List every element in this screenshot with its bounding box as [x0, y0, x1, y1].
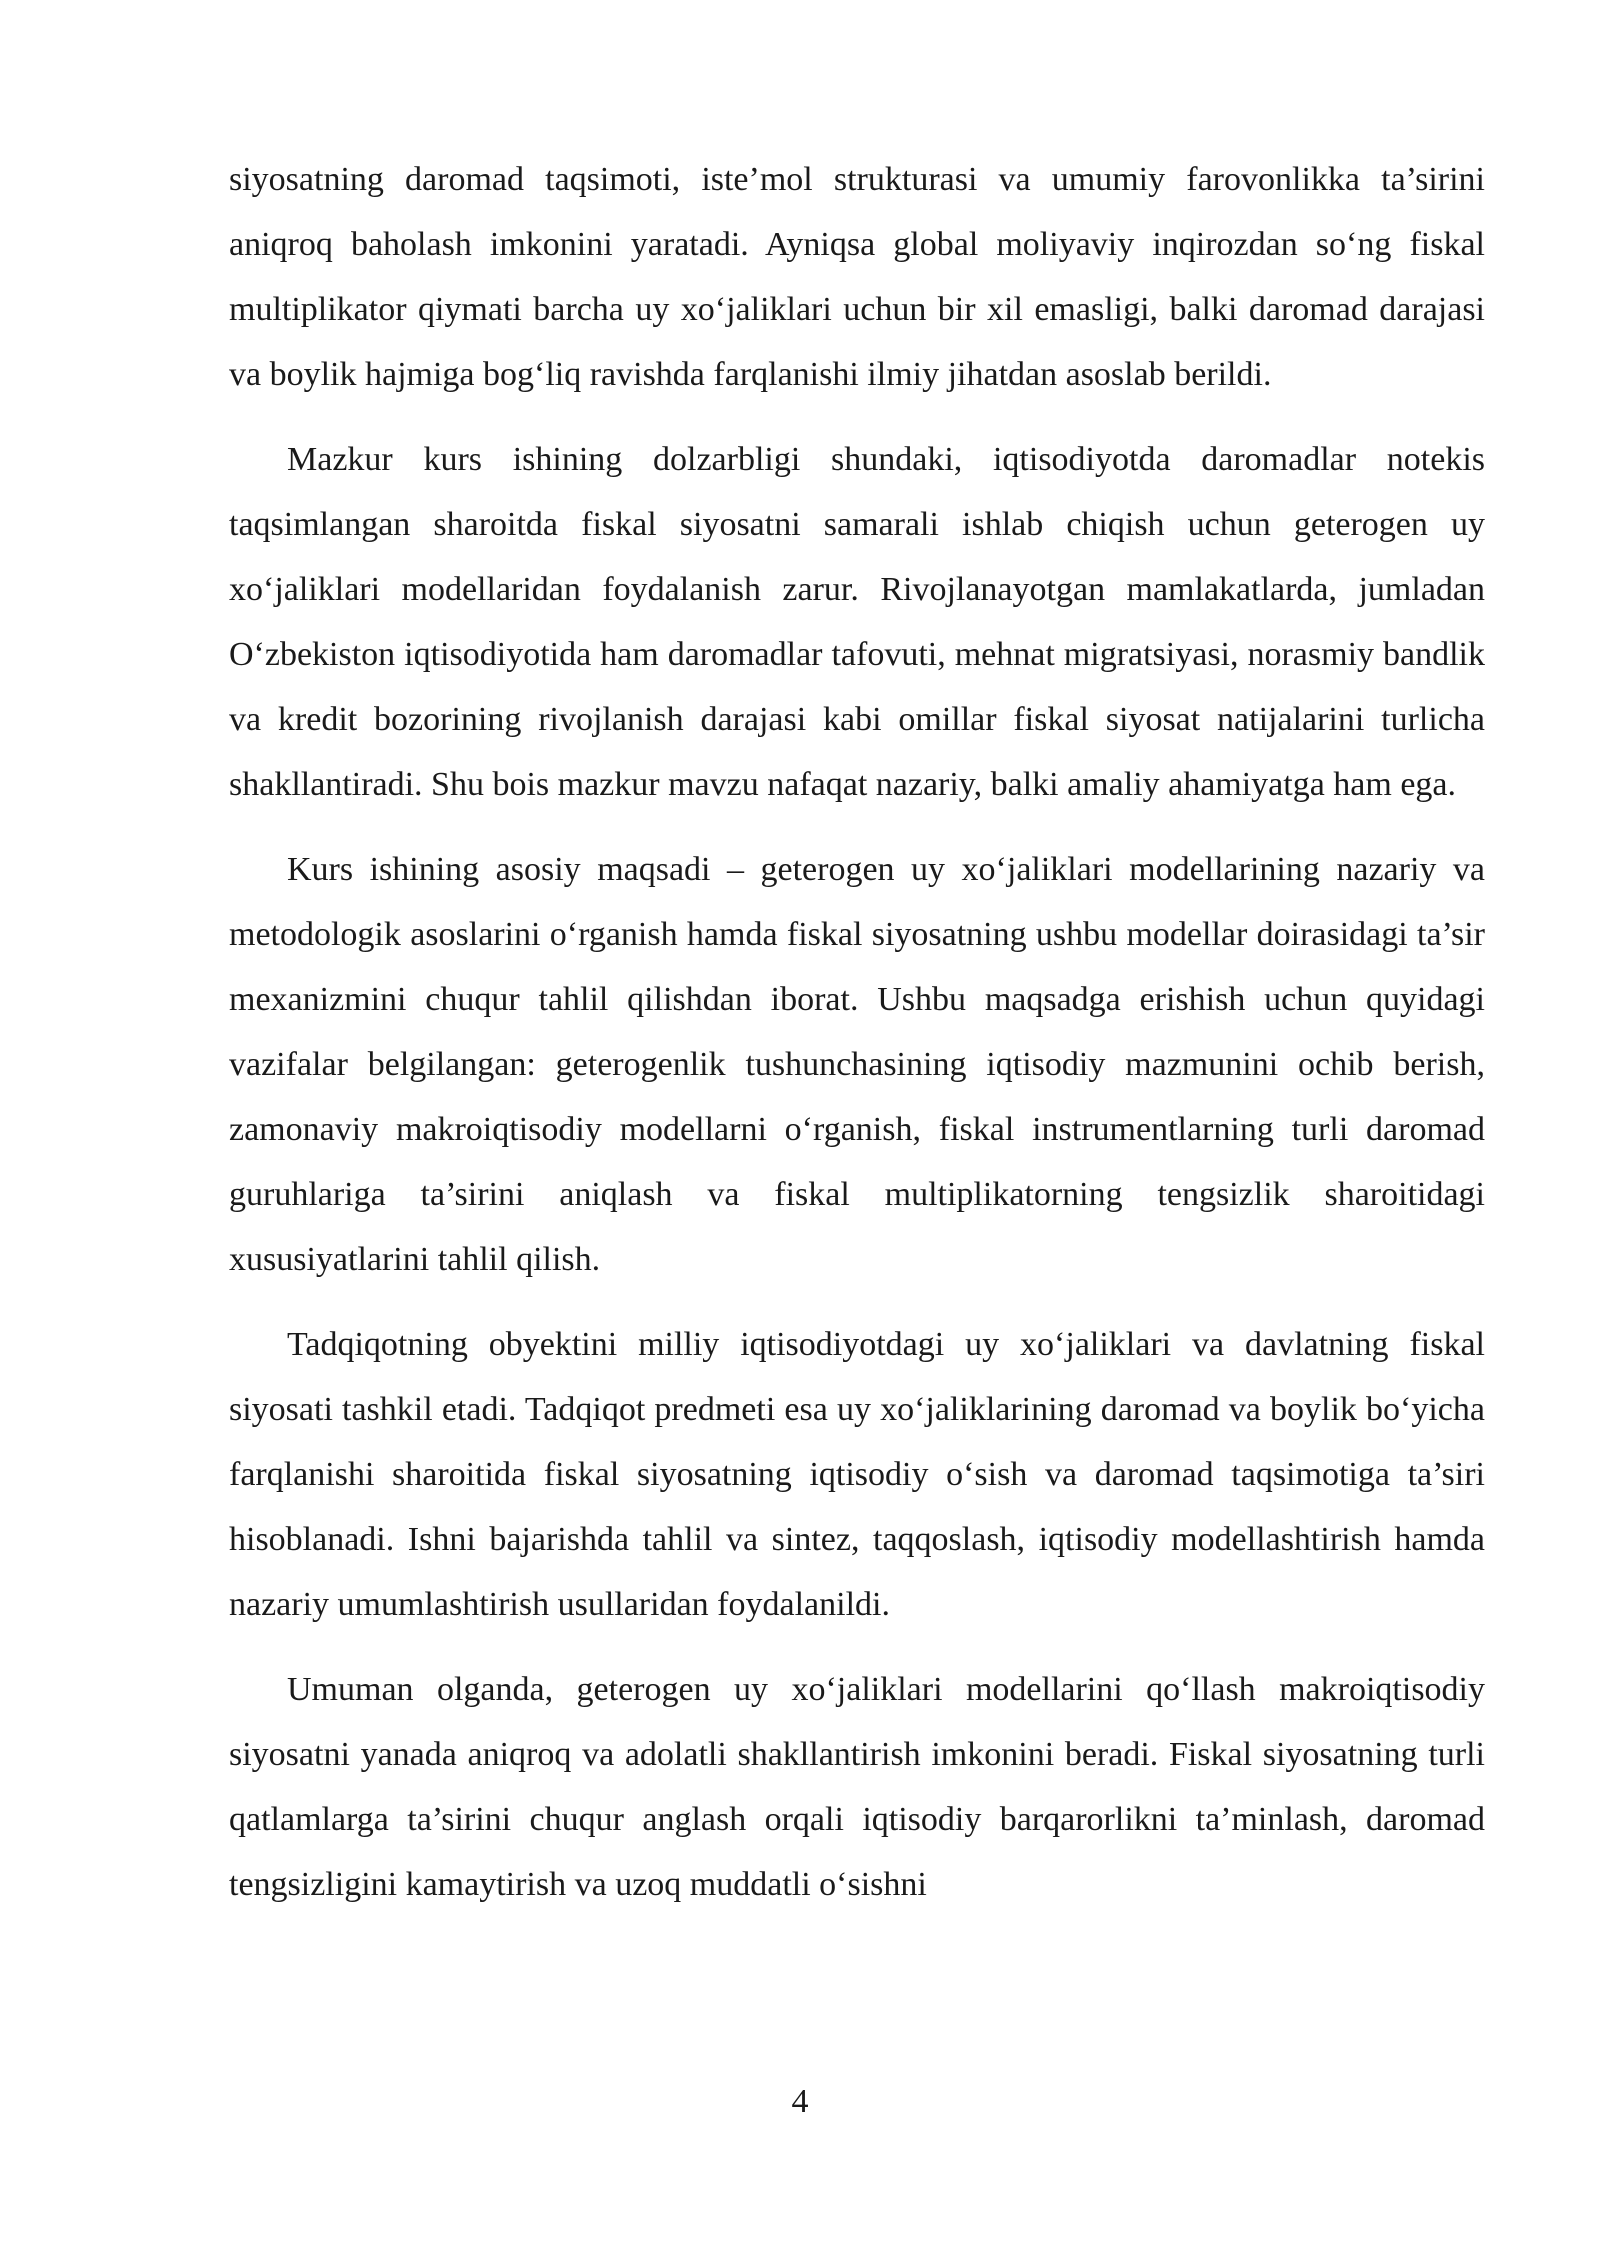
paragraph-object-subject: Tadqiqotning obyektini milliy iqtisodiyotdagi uy xo‘jaliklari va davlatning fiskal siyosati tashkil etadi. Tadqiqot predmeti esa uy xo‘jaliklarining daromad va boylik bo‘yicha farqlanishi sharoitida fiskal siyosatning iqtisodiy o‘sish va daromad taqsimotiga ta’siri hisoblanadi. Ishni bajarishda tahlil va sintez, taqqoslash, iqtisodiy modellashtirish hamda nazariy umumlashtirish usullaridan foydalanildi.	[229, 1326, 1485, 1623]
paragraph-relevance: Mazkur kurs ishining dolzarbligi shundaki, iqtisodiyotda daromadlar notekis taqsimlangan sharoitda fiskal siyosatni samarali ishlab chiqish uchun geterogen uy xo‘jaliklari modellaridan foydalanish zarur. Rivojlanayotgan mamlakatlarda, jumladan O‘zbekiston iqtisodiyotida ham daromadlar tafovuti, mehnat migratsiyasi, norasmiy bandlik va kredit bozorining rivojlanish darajasi kabi omillar fiskal siyosat natijalarini turlicha shakllantiradi. Shu bois mazkur mavzu nafaqat nazariy, balki amaliy ahamiyatga ham ega.	[229, 441, 1485, 803]
page-number: 4	[791, 2083, 809, 2120]
body-text	[229, 147, 1485, 1937]
paragraph-objective: Kurs ishining asosiy maqsadi – geterogen uy xo‘jaliklari modellarining nazariy va metodologik asoslarini o‘rganish hamda fiskal siyosatning ushbu modellar doirasidagi ta’sir mexanizmini chuqur tahlil qilishdan iborat. Ushbu maqsadga erishish uchun quyidagi vazifalar belgilangan: geterogenlik tushunchasining iqtisodiy mazmunini ochib berish, zamonaviy makroiqtisodiy modellarni o‘rganish, fiskal instrumentlarning turli daromad guruhlariga ta’sirini aniqlash va fiskal multiplikatorning tengsizlik sharoitidagi xususiyatlarini tahlil qilish.	[229, 851, 1485, 1278]
paragraph-conclusion: Umuman olganda, geterogen uy xo‘jaliklari modellarini qo‘llash makroiqtisodiy siyosatni yanada aniqroq va adolatli shakllantirish imkonini beradi. Fiskal siyosatning turli qatlamlarga ta’sirini chuqur anglash orqali iqtisodiy barqarorlikni ta’minlash, daromad tengsizligini kamaytirish va uzoq muddatli o‘sishni	[229, 1671, 1485, 1903]
paragraph-continuation: siyosatning daromad taqsimoti, iste’mol strukturasi va umumiy farovonlikka ta’sirini aniqroq baholash imkonini yaratadi. Ayniqsa global moliyaviy inqirozdan so‘ng fiskal multiplikator qiymati barcha uy xo‘jaliklari uchun bir xil emasligi, balki daromad darajasi va boylik hajmiga bog‘liq ravishda farqlanishi ilmiy jihatdan asoslab berildi.	[229, 161, 1485, 393]
